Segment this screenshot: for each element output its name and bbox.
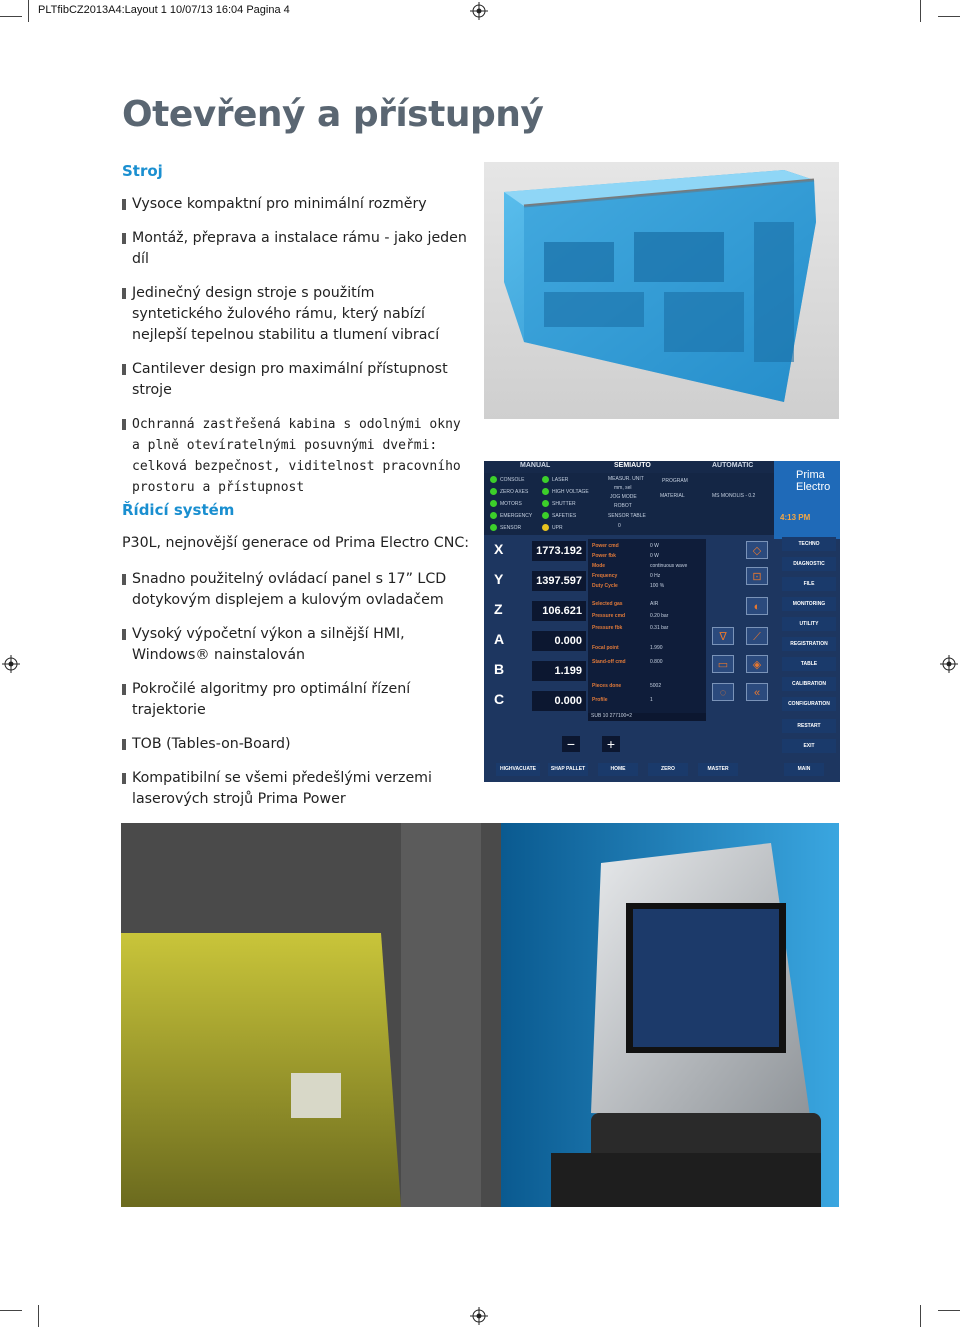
- menu-button-table[interactable]: TABLE: [782, 657, 836, 671]
- status-led-icon: [490, 488, 497, 495]
- status-led-icon: [490, 512, 497, 519]
- status-label: HIGH VOLTAGE: [552, 489, 589, 495]
- param-row: Duty Cycle 100 %: [592, 583, 665, 589]
- status-label: UPR: [552, 525, 563, 531]
- status-led-icon: [490, 476, 497, 483]
- axis-value: 1397.597: [532, 571, 586, 591]
- axis-label: C: [494, 691, 505, 707]
- crop-mark: [0, 16, 22, 17]
- machine-frame-photo: [484, 162, 839, 419]
- menu-button-restart[interactable]: RESTART: [782, 719, 836, 733]
- axis-value: 0.000: [532, 631, 586, 651]
- menu-button-monitoring[interactable]: MONITORING: [782, 597, 836, 611]
- program-label: PROGRAM: [662, 478, 688, 484]
- axis-value: 1773.192: [532, 541, 586, 561]
- bottom-button-main[interactable]: MAIN: [784, 763, 824, 776]
- section-heading-stroj: Stroj: [122, 162, 163, 180]
- status-led-icon: [542, 476, 549, 483]
- list-item: Vysoce kompaktní pro minimální rozměry: [122, 194, 467, 215]
- table-icon[interactable]: ▭: [712, 655, 734, 673]
- hmi-screenshot: [484, 461, 840, 782]
- axis-label: Y: [494, 571, 504, 587]
- menu-button-utility[interactable]: UTILITY: [782, 617, 836, 631]
- axis-label: B: [494, 661, 505, 677]
- menu-button-configuration[interactable]: CONFIGURATION: [782, 697, 836, 711]
- crop-mark: [920, 0, 921, 22]
- param-row: Pressure cmd 0.20 bar: [592, 613, 669, 619]
- list-item: Snadno použitelný ovládací panel s 17” LCD dotykovým displejem a kulovým ovladačem: [122, 569, 467, 611]
- status-label: JOG MODE: [610, 494, 637, 500]
- status-led-icon: [542, 524, 549, 531]
- list-item: TOB (Tables-on-Board): [122, 734, 467, 755]
- status-label: MEASUR. UNIT: [608, 476, 644, 482]
- material-value: MS MONOLIS - 0.2: [712, 493, 756, 499]
- logo-text-2: Electro: [796, 481, 831, 493]
- machine-frame-illustration: [484, 162, 839, 419]
- pierce-icon[interactable]: ◌: [712, 683, 734, 701]
- list-item: Kompatibilní se všemi předešlými verzemi laserových strojů Prima Power: [122, 768, 467, 810]
- param-row: Profile 1: [592, 697, 653, 703]
- status-led-icon: [542, 512, 549, 519]
- param-row: Frequency 0 Hz: [592, 573, 661, 579]
- menu-button-calibration[interactable]: CALIBRATION: [782, 677, 836, 691]
- param-row: Power cmd 0 W: [592, 543, 659, 549]
- bottom-button-master[interactable]: MASTER: [698, 763, 738, 776]
- bottom-button-shap-pallet[interactable]: SHAP PALLET: [548, 763, 588, 776]
- laser-on-icon[interactable]: ◇: [746, 541, 768, 559]
- crop-mark: [920, 1305, 921, 1327]
- param-row: Focal point 1.990: [592, 645, 663, 651]
- status-label: SENSOR TABLE: [608, 513, 646, 519]
- crop-mark: [28, 0, 29, 22]
- tab-manual[interactable]: MANUAL: [520, 462, 551, 469]
- control-panel-photo: [121, 823, 839, 1207]
- cut-icon[interactable]: ⟋: [746, 627, 768, 645]
- stroj-bullet-list: [122, 194, 467, 511]
- status-led-icon: [542, 500, 549, 507]
- menu-button-techno[interactable]: TECHNO: [782, 537, 836, 551]
- registration-mark-icon: [940, 655, 958, 673]
- registration-mark-icon: [470, 1307, 488, 1325]
- bottom-button-home[interactable]: HOME: [598, 763, 638, 776]
- laser-parameters-panel: [588, 539, 706, 714]
- status-value: 0: [618, 523, 621, 529]
- axis-value: 106.621: [532, 601, 586, 621]
- section-heading-ridici-system: Řídicí systém: [122, 501, 235, 519]
- status-value: mm, sel: [614, 485, 632, 491]
- status-label: LASER: [552, 477, 569, 483]
- menu-button-exit[interactable]: EXIT: [782, 739, 836, 753]
- tab-automatic[interactable]: AUTOMATIC: [712, 462, 754, 469]
- bottom-button-highvacuate[interactable]: HIGHVACUATE: [496, 763, 540, 776]
- registration-mark-icon: [2, 655, 20, 673]
- list-item: Jedinečný design stroje s použitím syntetického žulového rámu, který nabízí nejlepší tepelnou stabilitu a tlumení vibrací: [122, 283, 467, 346]
- axis-label: X: [494, 541, 504, 557]
- status-value: ROBOT: [614, 503, 632, 509]
- ridici-bullet-list: [122, 569, 467, 823]
- crop-mark: [0, 1310, 22, 1311]
- list-item: Vysoký výpočetní výkon a silnější HMI, Windows® nainstalován: [122, 624, 467, 666]
- list-item: Pokročilé algoritmy pro optimální řízení trajektorie: [122, 679, 467, 721]
- tab-semiauto[interactable]: SEMIAUTO: [614, 462, 651, 469]
- hmi-status-panel: [484, 473, 774, 535]
- ridici-intro: P30L, nejnovější generace od Prima Electro CNC:: [122, 535, 470, 551]
- status-label: SHUTTER: [552, 501, 576, 507]
- axis-readout-panel: [488, 539, 583, 714]
- material-label: MATERIAL: [660, 493, 685, 499]
- list-item: Cantilever design pro maximální přístupnost stroje: [122, 359, 467, 401]
- registration-mark-icon: [470, 2, 488, 20]
- crop-mark: [938, 1310, 960, 1311]
- page-title: Otevřený a přístupný: [122, 94, 544, 135]
- menu-button-registration[interactable]: REGISTRATION: [782, 637, 836, 651]
- program-line: SUB 10 277100=2: [588, 713, 706, 721]
- status-label: CONSOLE: [500, 477, 525, 483]
- hmi-tab-bar: [484, 461, 774, 473]
- control-panel-illustration: [121, 823, 839, 1207]
- clock-time: 4:13 PM: [780, 513, 811, 522]
- axis-value: 1.199: [532, 661, 586, 681]
- status-led-icon: [490, 500, 497, 507]
- prima-electro-logo: [774, 461, 840, 539]
- rewind-icon[interactable]: «: [746, 683, 768, 701]
- bottom-button-zero[interactable]: ZERO: [648, 763, 688, 776]
- status-label: ZERO AXES: [500, 489, 529, 495]
- param-row: Mode continuous wave: [592, 563, 688, 569]
- axis-value: 0.000: [532, 691, 586, 711]
- jog-minus-button[interactable]: −: [562, 736, 580, 752]
- jog-plus-button[interactable]: +: [602, 736, 620, 752]
- logo-text-1: Prima: [796, 469, 825, 481]
- param-row: Pieces done 5002: [592, 683, 662, 689]
- status-led-icon: [490, 524, 497, 531]
- param-row: Power fbk 0 W: [592, 553, 659, 559]
- axis-label: A: [494, 631, 505, 647]
- nozzle-icon[interactable]: ∇: [712, 627, 734, 645]
- menu-button-file[interactable]: FILE: [782, 577, 836, 591]
- list-item: Ochranná zastřešená kabina s odolnými okny a plně otevíratelnými posuvnými dveřmi: celková bezpečnost, viditelnost pracovního prostoru a přístupnost: [122, 414, 467, 498]
- crop-mark: [938, 16, 960, 17]
- status-led-icon: [542, 488, 549, 495]
- status-label: SENSOR: [500, 525, 522, 531]
- gas-icon[interactable]: ◐: [746, 597, 768, 615]
- param-row: Pressure fbk 0.31 bar: [592, 625, 669, 631]
- list-item: Montáž, přeprava a instalace rámu - jako jeden díl: [122, 228, 467, 270]
- menu-button-diagnostic[interactable]: DIAGNOSTIC: [782, 557, 836, 571]
- sensor-icon[interactable]: ◈: [746, 655, 768, 673]
- param-row: Selected gas AIR: [592, 601, 659, 607]
- status-label: SAFETIES: [552, 513, 577, 519]
- axis-label: Z: [494, 601, 503, 617]
- param-row: Stand-off cmd 0.800: [592, 659, 663, 665]
- crop-mark: [38, 1305, 39, 1327]
- shutter-icon[interactable]: ⊡: [746, 567, 768, 585]
- status-label: MOTORS: [500, 501, 522, 507]
- status-label: EMERGENCY: [500, 513, 533, 519]
- print-slug: PLTfibCZ2013A4:Layout 1 10/07/13 16:04 Pagina 4: [38, 4, 290, 16]
